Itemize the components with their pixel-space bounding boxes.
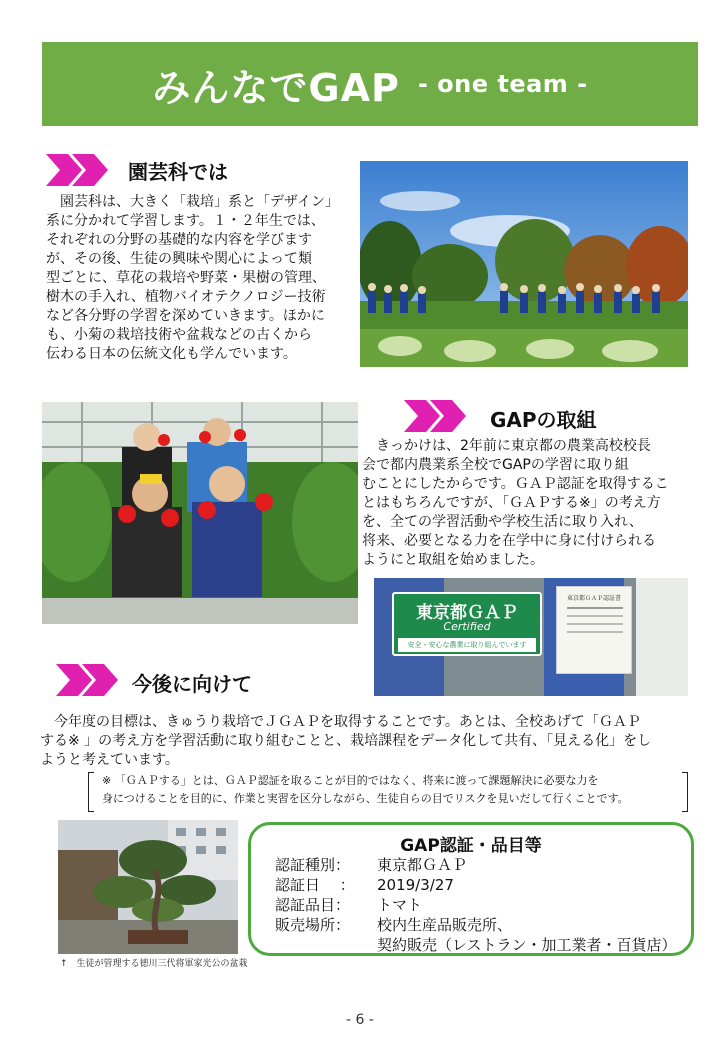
gap-sign-tagline: 安全・安心な農業に取り組んでいます [398, 638, 536, 652]
certification-label: 認証品目： [275, 896, 351, 914]
gap-sign-title: 東京都ＧＡＰ [416, 603, 518, 623]
note-line: ※ 「ＧＡＰする」とは、ＧＡＰ認証を取ることが目的ではなく、将来に渡って課題解決に必要な力を [102, 774, 599, 787]
certification-value: 校内生産品販売所、 [377, 916, 513, 934]
text-line: それぞれの分野の基礎的な内容を学びます [46, 232, 312, 248]
page-title: みんなでGAP [152, 65, 400, 110]
certification-row [275, 915, 512, 935]
photo-greenhouse-tomatoes [42, 402, 358, 624]
photo-gap-certificate [374, 578, 688, 696]
text-line: 会で都内農業系全校でGAPの学習に取り組 [362, 457, 629, 473]
chevron-icon [46, 152, 110, 188]
text-line: 伝わる日本の伝統文化も学んでいます。 [46, 346, 297, 362]
certification-box [248, 822, 694, 956]
gap-sign-subtitle: Certified [443, 620, 491, 633]
text-line: ようと考えています。 [40, 752, 179, 768]
certificate-document-title: 東京都ＧＡＰ認証書 [566, 595, 621, 602]
certification-row [275, 855, 467, 875]
photo-bonsai [58, 820, 238, 954]
chevron-icon [56, 662, 120, 698]
section-body-gap-efforts [362, 437, 692, 570]
certification-label: 認証日 ： [275, 876, 355, 894]
certification-row [275, 875, 454, 895]
text-line: むことにしたからです。ＧＡＰ認証を取得するこ [362, 476, 669, 492]
text-line: ようにと取組を始めました。 [362, 552, 544, 568]
certification-label: 認証種別： [275, 856, 351, 874]
certification-title: GAP認証・品目等 [400, 836, 542, 856]
certification-value: トマト [377, 896, 423, 914]
section-body-future [40, 713, 700, 770]
text-line: 将来、必要となる力を在学中に身に付けられる [362, 533, 656, 549]
photo-caption: ↑ 生徒が管理する徳川三代将軍家光公の盆栽 [60, 959, 248, 969]
text-line: が、その後、生徒の興味や関心によって類 [46, 251, 312, 267]
gap-sign [392, 592, 542, 656]
section-heading-gap-efforts: GAPの取組 [490, 408, 597, 432]
certification-value: 契約販売（レストラン・加工業者・百貨店） [377, 936, 677, 954]
photo-field-students [360, 161, 688, 367]
text-line: も、小菊の栽培技術や盆栽などの古くから [46, 327, 312, 343]
text-line: を、全ての学習活動や学校生活に取り入れ、 [362, 514, 643, 530]
text-line: きっかけは、2年前に東京都の農業高校校長 [362, 438, 651, 454]
certification-value: 東京都ＧＡＰ [377, 856, 468, 874]
note-line: 身につけることを目的に、作業と実習を区分しながら、生徒自らの目でリスクを見いだして行くことです。 [102, 792, 629, 805]
text-line: 樹木の手入れ、植物バイオテクノロジー技術 [46, 289, 326, 305]
certification-row [275, 895, 422, 915]
gap-definition-note [88, 770, 688, 814]
certificate-document [556, 586, 632, 674]
certification-label: 販売場所： [275, 916, 351, 934]
text-line: 今年度の目標は、きゅうり栽培でＪＧＡＰを取得することです。あとは、全校あげて「ＧＡＰ [40, 714, 641, 730]
text-line: 系に分かれて学習します。１・２年生では、 [46, 213, 325, 229]
text-line: 型ごとに、草花の栽培や野菜・果樹の管理、 [46, 270, 326, 286]
section-heading-horticulture: 園芸科では [128, 160, 228, 184]
page-subtitle: - one team - [417, 70, 588, 98]
certification-row [275, 935, 677, 955]
certification-value: 2019/3/27 [377, 876, 454, 894]
text-line: する※ 」の考え方を学習活動に取り組むことと、栽培課程をデータ化して共有、「見える化」をし [40, 733, 652, 749]
chevron-icon [404, 398, 468, 434]
section-body-horticulture [46, 193, 356, 364]
text-line: など各分野の学習を深めていきます。ほかに [46, 308, 325, 324]
section-heading-future: 今後に向けて [132, 672, 252, 696]
text-line: とはもちろんですが、「ＧＡＰする※」の考え方 [362, 495, 661, 511]
page-number: - 6 - [346, 1012, 374, 1028]
text-line: 園芸科は、大きく「栽培」系と「デザイン」 [46, 194, 340, 210]
title-banner [42, 42, 698, 126]
